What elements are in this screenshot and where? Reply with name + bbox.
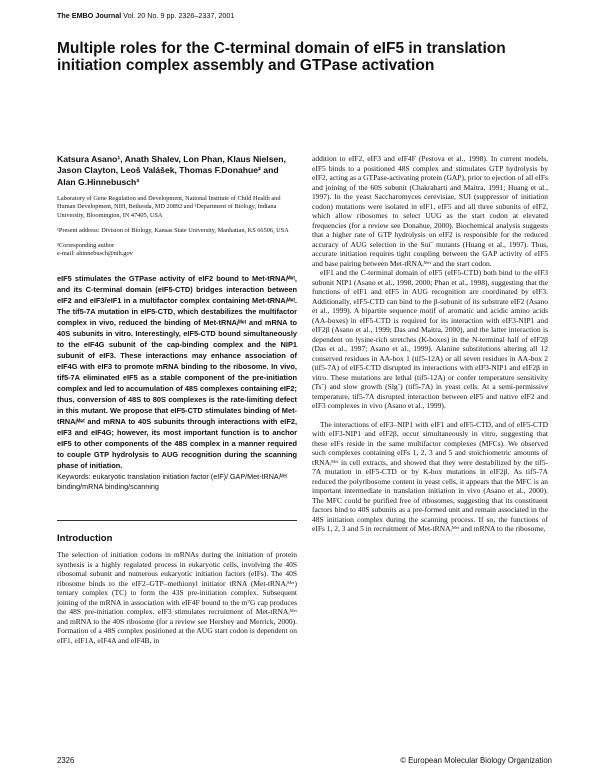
right-column — [312, 154, 548, 534]
section-divider — [57, 520, 297, 521]
introduction-heading: Introduction — [57, 533, 113, 545]
corresponding-email: e-mail: ahinnebusch@nih.gov — [57, 249, 133, 257]
body-paragraph-3: The interactions of eIF3–NIP1 with eIF1 and eIF5-CTD, and of eIF5-CTD with eIF3-NIP1 and eIF2β, occur simultaneously in vitro, suggesting that these eIFs reside in the same multifactor complexes (MFCs). We observed such complexes containing eIFs 1, 2, 3 and 5 and stoichiometric amounts of tRNAᵢᴹᵉᵗ in cell extracts, and showed that they were destabilized by the tif5-7A mutation in eIF5-CTD or by K-box mutations in eIF2β. As tif5-7A reduced the polyribosome content in yeast cells, it appears that the MFC is an important intermediate in translation initiation in vivo (Asano et al., 2000). The MFC could be purified free of ribosomes, suggesting that its constituent factors bind to 40S subunits as a pre-formed unit and remain associated in the 48S initiation complex during the scanning process. If so, the functions of eIFs 1, 2, 3 and 5 in recruitment of Met-tRNAᵢᴹᵉᵗ and mRNA to the ribosome, — [312, 419, 548, 533]
page-number: 2326 — [57, 756, 75, 765]
corresponding-author-note: ³Corresponding author — [57, 241, 114, 249]
keywords: Keywords: eukaryotic translation initiation factor (eIF)/ GAP/Met-tRNAᵢᴹᵉᵗ binding/mRNA binding/scanning — [57, 472, 288, 492]
publisher-copyright: © European Molecular Biology Organization — [400, 756, 552, 765]
journal-citation: Vol. 20 No. 9 pp. 2326–2337, 2001 — [123, 11, 235, 20]
body-paragraph-1: addition to eIF2, eIF3 and eIF4F (Pestova et al., 1998). In current models, eIF5 binds to a positioned 48S complex and stimulates GTP hydrolysis by eIF2, acting as a GTPase-activating protein (GAP), prior to ejection of all eIFs and joining of the 60S subunit (Chakrabarti and Maitra, 1991; Huang et al., 1997). In the yeast Saccharomyces cerevisiae, SUI (suppressor of initiation codon) mutations were isolated in eIF1, eIF5 and all three subunits of eIF2, which allow ribosomes to select UUG as the start codon at elevated frequencies (for a review see Donahue, 2000). Biochemical analysis suggests that a higher rate of GTP hydrolysis on eIF2 is responsible for the reduced accuracy of AUG selection in the Suiˉ mutants (Huang et al., 1997). Thus, accurate initiation requires tight coupling between the GAP activity of eIF5 and base pairing between Met-tRNAᵢᴹᵉᵗ and the start codon. — [312, 154, 548, 268]
abstract: eIF5 stimulates the GTPase activity of eIF2 bound to Met-tRNAᵢᴹᵉᵗ, and its C-terminal domain (eIF5-CTD) bridges interaction between eIF2 and eIF3/eIF1 in a multifactor complex containing Met-tRNAᵢᴹᵉᵗ. The tif5-7A mutation in eIF5-CTD, which destabilizes the multifactor complex in vivo, reduced the binding of Met-tRNAᵢᴹᵉᵗ and mRNA to 40S subunits in vitro. Interestingly, eIF5-CTD bound simultaneously to the eIF4G subunit of the cap-binding complex and the NIP1 subunit of eIF3. These interactions may enhance association of eIF4G with eIF3 to promote mRNA binding to the ribosome. In vivo, tif5-7A eliminated eIF5 as a stable component of the pre-initiation complex and led to accumulation of 48S complexes containing eIF2; thus, conversion of 48S to 80S complexes is the rate-limiting defect in this mutant. We propose that eIF5-CTD stimulates binding of Met-tRNAᵢᴹᵉᵗ and mRNA to 40S subunits through interactions with eIF2, eIF3 and eIF4G; however, its most important function is to anchor eIF5 to other components of the 48S complex in a manner required to couple GTP hydrolysis to AUG recognition during the scanning phase of initiation. — [57, 274, 297, 471]
journal-name: The EMBO Journal — [57, 11, 122, 20]
left-column — [57, 154, 297, 645]
author-list: Katsura Asano¹, Anath Shalev, Lon Phan, Klaus Nielsen, Jason Clayton, Leoš Valášek, Thomas F.Donahue² and Alan G.Hinnebusch³ — [57, 154, 286, 187]
body-paragraph-2: eIF1 and the C-terminal domain of eIF5 (eIF5-CTD) both bind to the eIF3 subunit NIP1 (Asano et al., 1998, 2000; Phan et al., 1998), suggesting that the functions of eIF1 and eIF5 in AUG recognition are coordinated by eIF3. Additionally, eIF5-CTD can bind to the β-subunit of its substrate eIF2 (Asano et al., 1999). A bipartite sequence motif of aromatic and acidic amino acids (AA-boxes) in eIF5-CTD is required for its interaction with eIF3-NIP1 and eIF2β (Asano et al., 1999; Das and Maitra, 2000), and the latter interaction is dependent on lysine-rich stretches (K-boxes) in the N-terminal half of eIF2β (Das et al., 1997; Asano et al., 1999). Alanine substitutions altering all 12 conserved residues in AA-box 1 (tif5-12A) or all seven residues in AA-box 2 (tif5-7A) of eIF5-CTD disrupted its interactions with eIF3-NIP1 and eIF2β in vitro. These mutations are lethal (tif5-12A) or confer temperature sensitivity (Tsˉ) and slow growth (Slgˉ) (tif5-7A) in yeast cells. At a semi-permissive temperature, tif5-7A disrupted interaction between eIF5 and native eIF2 and eIF3 complexes in vivo (Asano et al., 1999). — [312, 268, 548, 410]
affiliation-main: Laboratory of Gene Regulation and Development, National Institute of Child Health and Human Development, NIH, Bethesda, MD 20892 and ²Department of Biology, Indiana University, Bloomington, IN 47405, USA — [57, 194, 281, 219]
affiliation-present-address: ¹Present address: Division of Biology, Kansas State University, Manhattan, KS 66506, USA — [57, 227, 289, 235]
introduction-paragraph: The selection of initiation codons in mRNAs during the initiation of protein synthesis is a highly regulated process in eukaryotic cells, involving the 40S ribosomal subunit and numerous eukaryotic initiation factors (eIFs). The 40S ribosome binds to the eIF2–GTP–methionyl initiator tRNA (Met-tRNAᵢᴹᵉᵗ) ternary complex (TC) to form the 43S pre-initiation complex. Subsequent joining of the mRNA in association with eIF4F bound to the m⁷G cap produces the 48S pre-initiation complex. eIF3 stimulates recruitment of Met-tRNAᵢᴹᵉᵗ and mRNA to the 40S ribosome (for a review see Hershey and Merrick, 2000). Formation of a 48S complex positioned at the AUG start codon is dependent on eIF1, eIF1A, eIF4A and eIF4B, in — [57, 550, 297, 645]
running-header — [57, 11, 557, 20]
article-title: Multiple roles for the C-terminal domain of eIF5 in translation initiation complex assembly and GTPase activation — [57, 40, 506, 74]
